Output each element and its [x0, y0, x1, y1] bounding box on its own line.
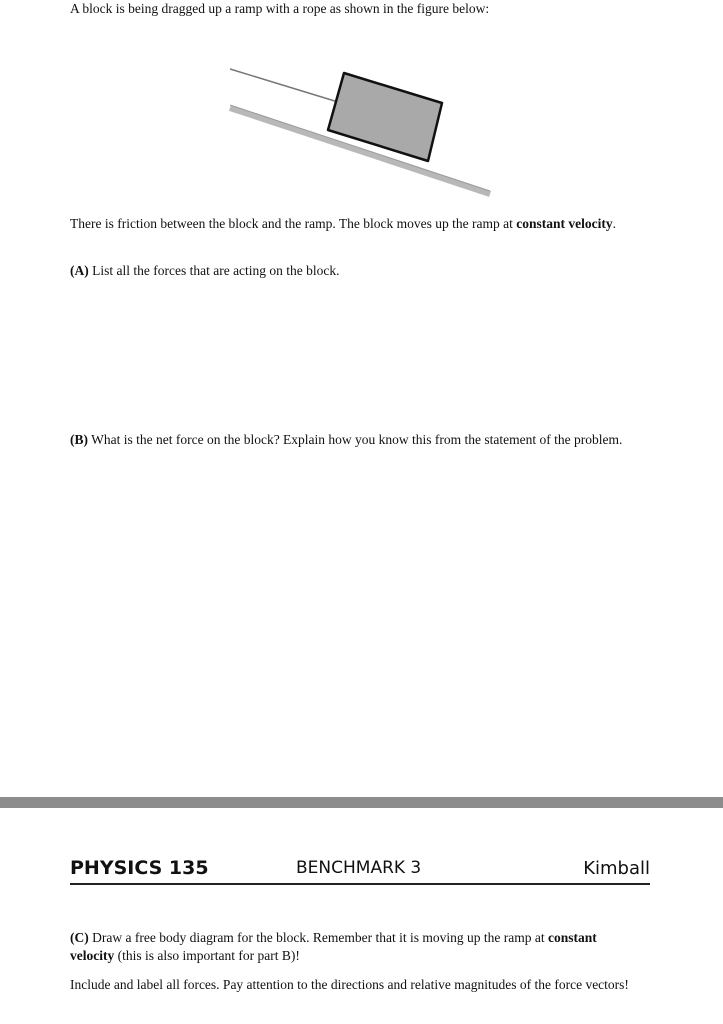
page-divider — [0, 797, 723, 808]
part-b-question: (B) What is the net force on the block? Explain how you know this from the statement of the problem. — [70, 432, 623, 447]
ramp-figure — [226, 60, 496, 200]
assignment-title: BENCHMARK 3 — [296, 858, 422, 878]
page-header — [70, 857, 650, 885]
course-title: PHYSICS 135 — [70, 857, 209, 879]
part-c-question: (C) Draw a free body diagram for the block. Remember that it is moving up the ramp at constant velocity (this is also important for part B)! — [70, 930, 597, 963]
paragraph-friction: There is friction between the block and the ramp. The block moves up the ramp at constant velocity. — [70, 216, 616, 231]
rope — [230, 69, 338, 102]
part-c-note: Include and label all forces. Pay attention to the directions and relative magnitudes of the force vectors! — [70, 977, 629, 992]
teacher-name: Kimball — [583, 858, 650, 879]
part-a-question: (A) List all the forces that are acting on the block. — [70, 263, 340, 278]
intro-text: A block is being dragged up a ramp with a rope as shown in the figure below: — [70, 1, 490, 16]
